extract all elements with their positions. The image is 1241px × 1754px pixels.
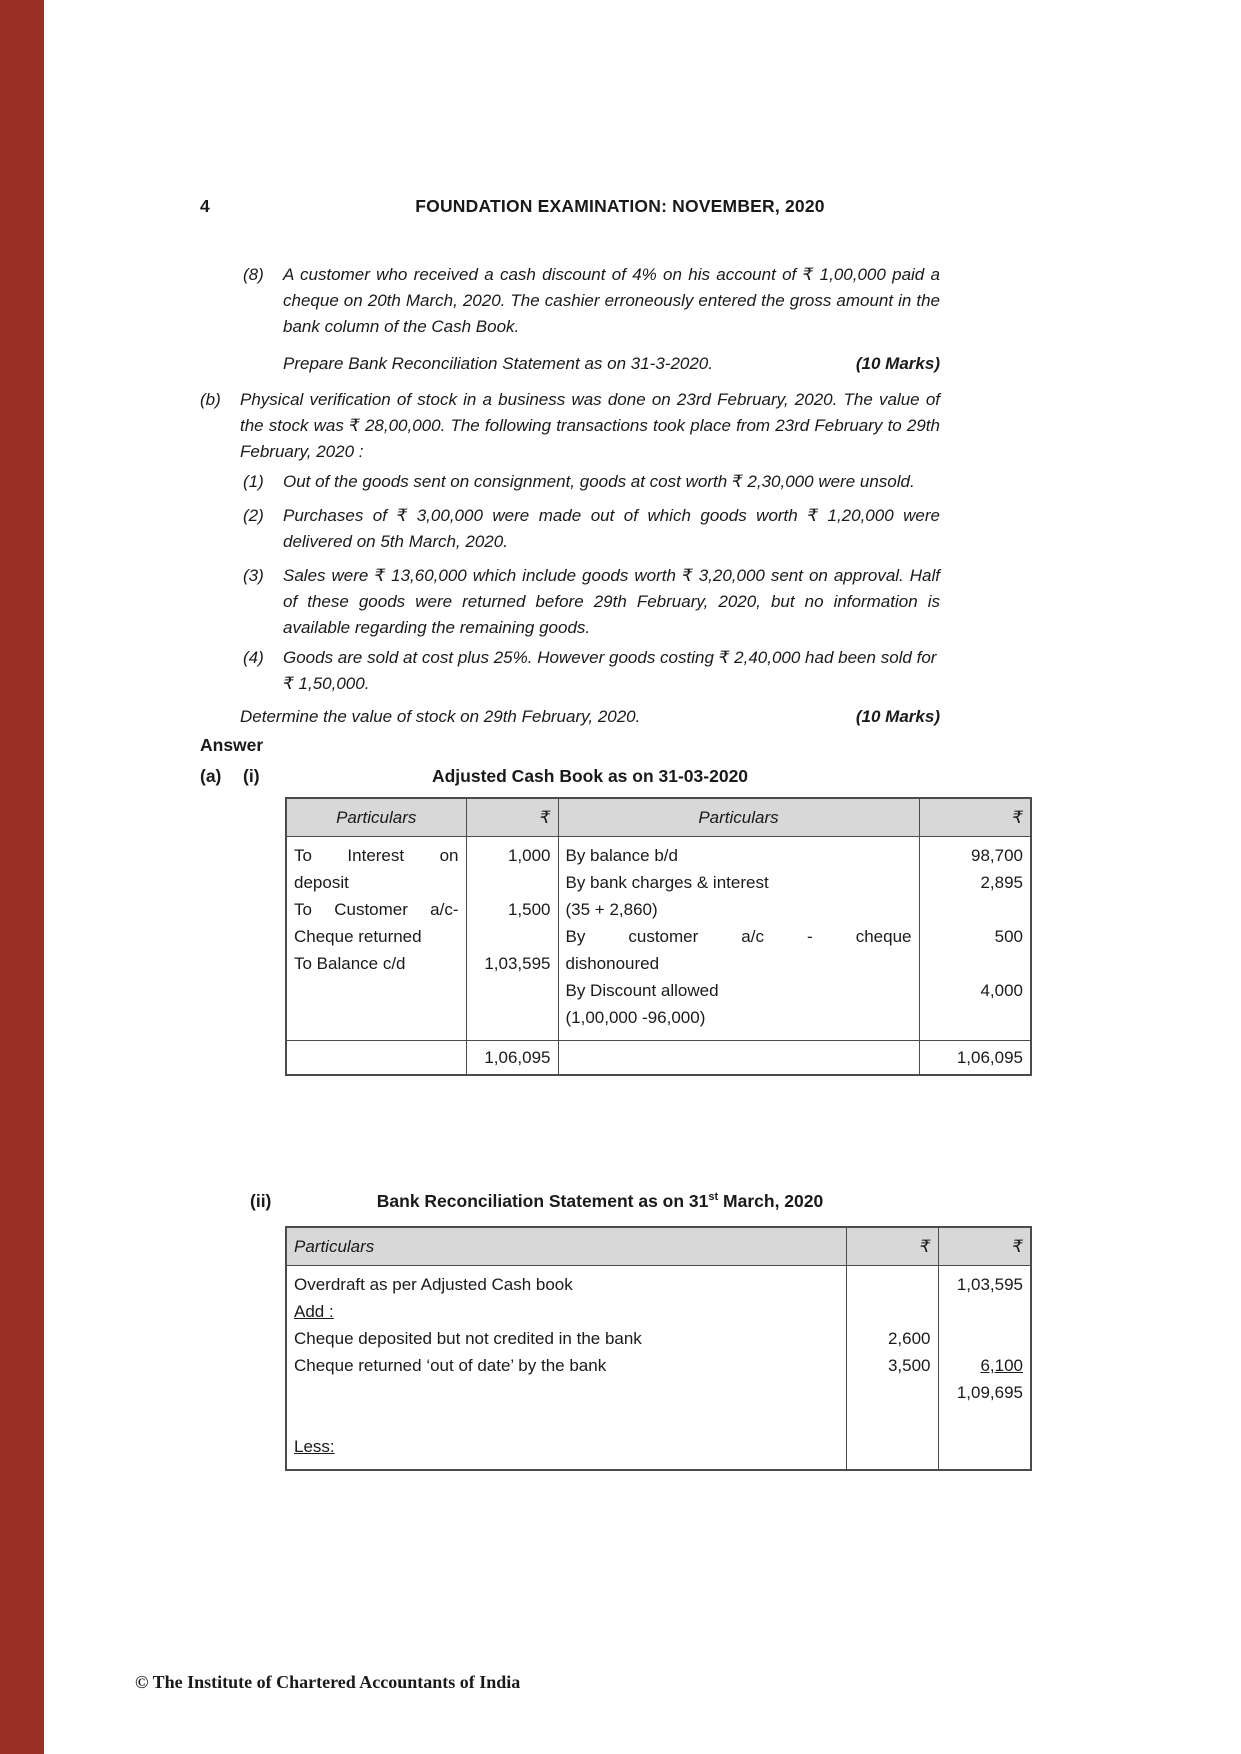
- adjusted-cash-book-table: [285, 797, 1032, 1076]
- empty-cell: [286, 1041, 466, 1076]
- amount: 1,03,595: [956, 1275, 1023, 1294]
- table-line: To Interest on: [294, 846, 459, 865]
- marks-badge: (10 Marks): [855, 354, 940, 373]
- answer-part-i: (i): [243, 766, 260, 786]
- amount: 1,03,595: [484, 954, 551, 973]
- table-header-row: [286, 1227, 1031, 1266]
- col-header-particulars: Particulars: [286, 1227, 846, 1266]
- amount: [946, 1406, 1024, 1433]
- main-amount-cell: [938, 1266, 1031, 1471]
- credit-amount-cell: [919, 837, 1031, 1041]
- amount: [927, 1004, 1024, 1031]
- item-text: Out of the goods sent on consignment, goods at cost worth ₹ 2,30,000 were unsold.: [283, 472, 915, 491]
- page-number: 4: [200, 196, 210, 216]
- table1-title: Adjusted Cash Book as on 31-03-2020: [431, 766, 749, 786]
- debit-amount-cell: [466, 837, 558, 1041]
- table-line: By Discount allowed: [565, 981, 719, 1000]
- col-header-rupee-1: ₹: [846, 1227, 938, 1266]
- page-header: FOUNDATION EXAMINATION: NOVEMBER, 2020: [415, 196, 825, 216]
- col-header-rupee-left: ₹: [466, 798, 558, 837]
- amount: [946, 1298, 1024, 1325]
- table-line: Add :: [294, 1302, 334, 1321]
- table-line: To Balance c/d: [294, 954, 406, 973]
- marks-badge: (10 Marks): [855, 707, 940, 726]
- prepare-line: [283, 351, 940, 377]
- amount-subtotal: 6,100: [980, 1356, 1023, 1375]
- table-line: (35 + 2,860): [565, 900, 658, 919]
- item-text: Goods are sold at cost plus 25%. However goods costing ₹ 2,40,000 had been sold for ₹ 1,50,000.: [283, 648, 937, 693]
- col-header-particulars-right: Particulars: [558, 798, 919, 837]
- item-number: (2): [243, 506, 264, 525]
- table-line: By customer a/c - cheque: [565, 927, 912, 946]
- item-text: Physical verification of stock in a business was done on 23rd February, 2020. The value of the stock was ₹ 28,00,000. The following transactions took place from 23rd February to 29th February, 2020 :: [240, 390, 940, 461]
- amount: [854, 1271, 931, 1298]
- item-text: Sales were ₹ 13,60,000 which include goods worth ₹ 3,20,000 sent on approval. Half of these goods were returned before 29th February, 2020, but no information is available regarding the remaining goods.: [283, 566, 940, 637]
- empty-cell: [558, 1041, 919, 1076]
- amount: [854, 1298, 931, 1325]
- item-number: (8): [243, 265, 264, 284]
- credit-particulars-cell: [558, 837, 919, 1041]
- amount: [854, 1433, 931, 1460]
- table-line: By bank charges & interest: [565, 873, 769, 892]
- table-line: Less:: [294, 1437, 335, 1456]
- table2-title: [250, 1191, 950, 1212]
- amount: 98,700: [971, 846, 1023, 865]
- amount: 2,895: [980, 873, 1023, 892]
- amount: [927, 950, 1024, 977]
- credit-total: 1,06,095: [919, 1041, 1031, 1076]
- amount: [946, 1433, 1024, 1460]
- question-sub-3: [243, 563, 940, 641]
- amount: 2,600: [887, 1329, 931, 1348]
- answer-part-a: (a): [200, 766, 222, 786]
- table-line: Cheque returned ‘out of date’ by the bank: [294, 1356, 607, 1375]
- detail-amount-cell: [846, 1266, 938, 1471]
- item-number: (4): [243, 648, 264, 667]
- table-line: [294, 1379, 839, 1406]
- table-line: dishonoured: [565, 954, 660, 973]
- table-line: (1,00,000 -96,000): [565, 1008, 706, 1027]
- amount: [474, 869, 551, 896]
- amount: [927, 896, 1024, 923]
- amount: 1,500: [507, 900, 551, 919]
- amount: 500: [994, 927, 1023, 946]
- question-sub-1: [243, 469, 940, 495]
- determine-line: [240, 704, 940, 730]
- table2-title-superscript: st: [708, 1191, 719, 1204]
- left-margin-stripe: [0, 0, 44, 1754]
- table-total-row: [286, 1041, 1031, 1076]
- item-number: (3): [243, 566, 264, 585]
- table-line: To Customer a/c-: [294, 900, 459, 919]
- item-number: (b): [200, 390, 221, 409]
- answer-label: Answer: [200, 735, 264, 755]
- table-body-row: [286, 837, 1031, 1041]
- bank-reconciliation-table: [285, 1226, 1032, 1471]
- table-header-row: [286, 798, 1031, 837]
- table-line: Overdraft as per Adjusted Cash book: [294, 1275, 573, 1294]
- table-line: Cheque returned: [294, 927, 422, 946]
- question-item-8: [243, 262, 940, 340]
- table-line: [294, 1406, 839, 1433]
- table-line: By balance b/d: [565, 846, 678, 865]
- item-text: Purchases of ₹ 3,00,000 were made out of which goods worth ₹ 1,20,000 were delivered on 5th March, 2020.: [283, 506, 940, 551]
- amount: 1,09,695: [956, 1383, 1023, 1402]
- amount: 4,000: [980, 981, 1023, 1000]
- col-header-rupee-right: ₹: [919, 798, 1031, 837]
- amount: [854, 1406, 931, 1433]
- table-line: deposit: [294, 873, 349, 892]
- amount: 1,000: [507, 846, 551, 865]
- item-text: A customer who received a cash discount of 4% on his account of ₹ 1,00,000 paid a cheque on 20th March, 2020. The cashier erroneously entered the gross amount in the bank column of the Cash Book.: [283, 265, 940, 336]
- table-body-row: [286, 1266, 1031, 1471]
- question-sub-4: [243, 645, 940, 697]
- prepare-text: Prepare Bank Reconciliation Statement as on 31-3-2020.: [283, 354, 713, 373]
- item-number: (1): [243, 472, 264, 491]
- particulars-cell: [286, 1266, 846, 1471]
- table2-title-text: Bank Reconciliation Statement as on 31: [376, 1191, 709, 1211]
- amount: [474, 923, 551, 950]
- debit-particulars-cell: [286, 837, 466, 1041]
- amount: [946, 1325, 1024, 1352]
- amount: 3,500: [887, 1356, 931, 1375]
- col-header-rupee-2: ₹: [938, 1227, 1031, 1266]
- question-sub-2: [243, 503, 940, 555]
- determine-text: Determine the value of stock on 29th February, 2020.: [240, 707, 641, 726]
- question-item-b: [200, 387, 940, 465]
- col-header-particulars-left: Particulars: [286, 798, 466, 837]
- answer-part-ii: (ii): [250, 1191, 272, 1211]
- table-line: Cheque deposited but not credited in the bank: [294, 1329, 642, 1348]
- table2-title-text-tail: March, 2020: [718, 1191, 824, 1211]
- amount: [854, 1379, 931, 1406]
- copyright-footer: © The Institute of Chartered Accountants of India: [135, 1672, 521, 1692]
- debit-total: 1,06,095: [466, 1041, 558, 1076]
